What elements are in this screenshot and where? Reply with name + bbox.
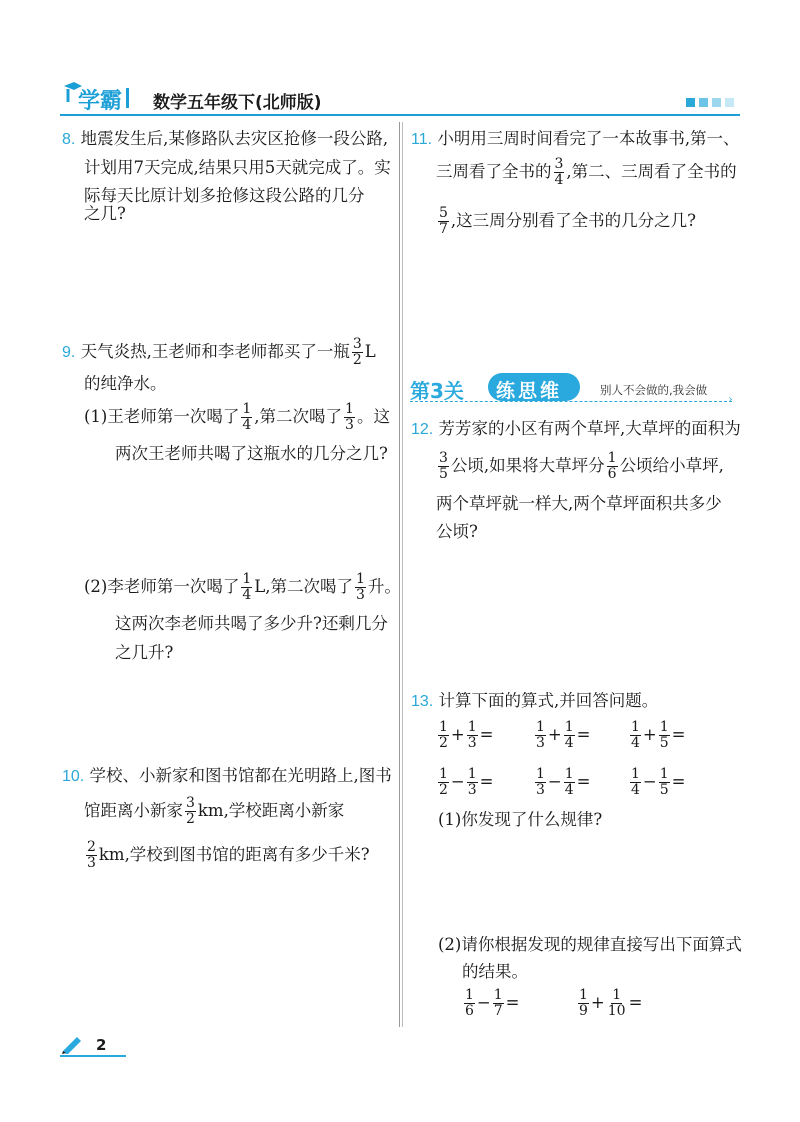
banner-slogan: 别人不会做的,我会做 <box>600 383 708 397</box>
q9-line-2: 的纯净水。 <box>84 374 167 393</box>
header-square-1 <box>686 98 695 107</box>
q8-line-4: 之几? <box>84 204 126 223</box>
q10-line-3: $\frac{2}{3}$ km,学校到图书馆的距离有多少千米? <box>87 839 370 871</box>
footer-rule <box>60 1055 126 1057</box>
header-rule <box>60 114 740 116</box>
logo-divider <box>126 88 129 108</box>
q8-number: 8. <box>62 131 76 148</box>
header <box>60 78 740 112</box>
q13-row1-expr-3: $\frac{1}{4}$ + $\frac{1}{5}$ = <box>631 719 686 751</box>
q8-line-3: 际每天比原计划多抢修这段公路的几分 <box>84 186 365 205</box>
level-label: 第3关 <box>410 379 464 403</box>
q13-row2-expr-3: $\frac{1}{4}$ − $\frac{1}{5}$ = <box>631 766 686 798</box>
banner-dashed-rule <box>410 401 732 402</box>
logo: 学霸 <box>78 89 123 114</box>
q9-part2-line-1: (2)李老师第一次喝了 $\frac{1}{4}$ L,第二次喝了 $\frac{1}{3}$ 升。 <box>84 571 401 603</box>
q12-line-2: $\frac{3}{5}$ 公顷,如果将大草坪分 $\frac{1}{6}$ 公顷给小草坪, <box>439 450 724 482</box>
q13-row1-expr-1: $\frac{1}{2}$ + $\frac{1}{3}$ = <box>439 719 494 751</box>
q13-row2-expr-1: $\frac{1}{2}$ − $\frac{1}{3}$ = <box>439 766 494 798</box>
q8-line-1: 8. 地震发生后,某修路队去灾区抢修一段公路, <box>62 129 389 148</box>
q13-row3-expr-1: $\frac{1}{6}$ − $\frac{1}{7}$ = <box>465 987 520 1019</box>
q10-line-2: 馆距离小新家 $\frac{3}{2}$ km,学校距离小新家 <box>84 795 345 827</box>
q10-line-1: 10. 学校、小新家和图书馆都在光明路上,图书 <box>62 766 392 785</box>
q12-line-3: 两个草坪就一样大,两个草坪面积共多少 <box>436 494 722 513</box>
level-banner <box>410 373 740 405</box>
q11-line-1: 11. 小明用三周时间看完了一本故事书,第一、 <box>411 129 740 148</box>
q9-part1-line-2: 两次王老师共喝了这瓶水的几分之几? <box>115 444 388 463</box>
q13-row1-expr-2: $\frac{1}{3}$ + $\frac{1}{4}$ = <box>536 719 591 751</box>
q12-line-1: 12. 芳芳家的小区有两个草坪,大草坪的面积为 <box>411 419 741 438</box>
book-title: 数学五年级下(北师版) <box>153 93 322 113</box>
header-square-2 <box>699 98 708 107</box>
q9-part2-line-3: 之几升? <box>115 643 174 662</box>
q11-line-3: $\frac{5}{7}$ ,这三周分别看了全书的几分之几? <box>439 205 697 237</box>
q9-line-1: 9. 天气炎热,王老师和李老师都买了一瓶 $\frac{3}{2}$ L <box>62 336 376 368</box>
q9-part1-line-1: (1)王老师第一次喝了 $\frac{1}{4}$ ,第二次喝了 $\frac{1}{3}$ 。这 <box>84 401 390 433</box>
q13-row3-expr-2: $\frac{1}{9}$ + $\frac{1}{10}$ = <box>579 987 643 1019</box>
q13-part2-line-1: (2)请你根据发现的规律直接写出下面算式 <box>438 935 742 954</box>
q13-part1: (1)你发现了什么规律? <box>438 810 603 829</box>
q9-part2-line-2: 这两次李老师共喝了多少升?还剩几分 <box>115 614 388 633</box>
page-number: 2 <box>96 1036 107 1054</box>
q13-line-1: 13. 计算下面的算式,并回答问题。 <box>411 691 659 710</box>
q8-line-2: 计划用7天完成,结果只用5天就完成了。实 <box>84 158 391 177</box>
q11-line-2: 三周看了全书的 $\frac{3}{4}$ ,第二、三周看了全书的 <box>436 156 737 188</box>
q13-part2-line-2: 的结果。 <box>462 962 528 981</box>
header-square-4 <box>725 98 734 107</box>
banner-title: 练思维 <box>496 380 563 402</box>
q12-line-4: 公顷? <box>436 522 478 541</box>
column-divider-2 <box>402 122 403 1027</box>
banner-arrow-icon: › <box>728 392 733 406</box>
header-square-3 <box>712 98 721 107</box>
q13-row2-expr-2: $\frac{1}{3}$ − $\frac{1}{4}$ = <box>536 766 591 798</box>
